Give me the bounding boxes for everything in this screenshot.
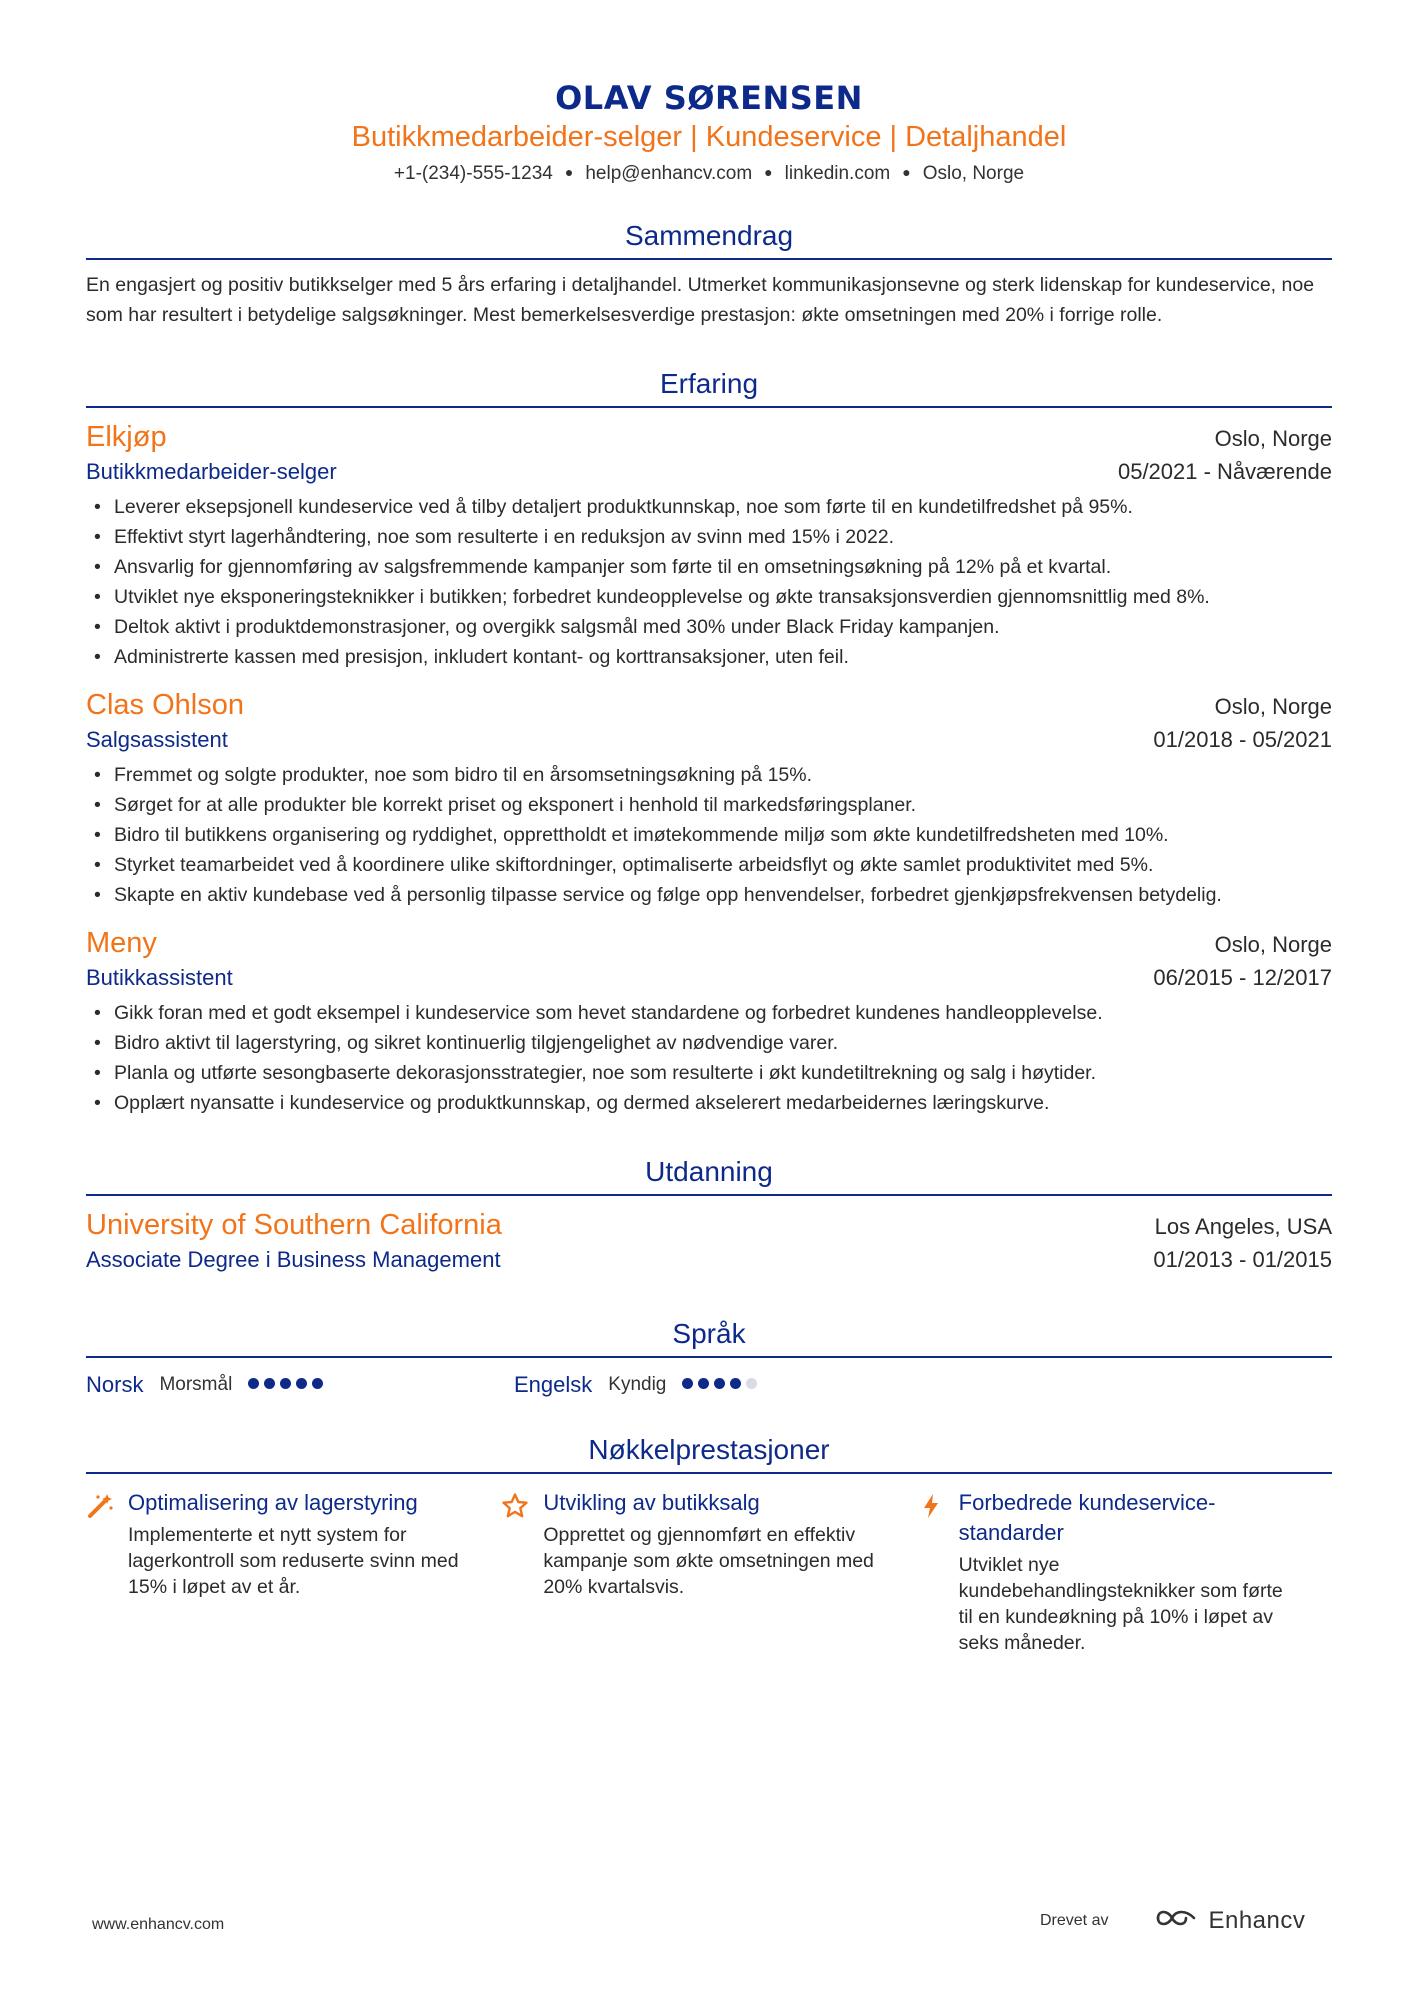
job-bullets bbox=[86, 760, 1332, 910]
education-dates: 01/2013 - 01/2015 bbox=[1153, 1247, 1332, 1272]
email-link[interactable]: help@enhancv.com bbox=[585, 163, 753, 184]
footer-website-link[interactable]: www.enhancv.com bbox=[92, 1916, 225, 1933]
bullet-item: • Styrket teamarbeidet ved å koordinere ulike skiftordninger, optimaliserte arbeidsflyt og økte samlet produktivitet med 5%. bbox=[86, 850, 1332, 880]
achievement-title: Utvikling av butikksalg bbox=[543, 1490, 760, 1515]
brand-name: Enhancv bbox=[1208, 1906, 1306, 1934]
achievement-text: Implementerte et nytt system for lagerkontroll som reduserte svinn med 15% i løpet av et år. bbox=[128, 1524, 459, 1598]
rating-dot-filled bbox=[312, 1378, 323, 1389]
summary-section bbox=[86, 218, 1332, 330]
summary-text: En engasjert og positiv butikkselger med 5 års erfaring i detaljhandel. Utmerket kommunikasjonsevne og sterk lidenskap for kundeservice, noe som har resultert i betydelige salgsøkninger. Mest bemerkelsesverdige prestasjon: økte omsetningen med 20% i forrige rolle. bbox=[86, 274, 1315, 326]
footer-brand bbox=[1040, 1906, 1305, 1935]
candidate-name: OLAV SØRENSEN bbox=[555, 79, 863, 117]
bullet-item: • Sørget for at alle produkter ble korrekt priset og eksponert i henhold til markedsføringsplaner. bbox=[86, 790, 1332, 820]
section-title-education: Utdanning bbox=[86, 1154, 1332, 1196]
bullet-item: • Administrerte kassen med presisjon, inkludert kontant- og korttransaksjoner, uten feil. bbox=[86, 642, 1332, 672]
job-bullets bbox=[86, 492, 1332, 672]
headline: Butikkmedarbeider-selger | Kundeservice | Detaljhandel bbox=[351, 121, 1067, 153]
bullet-item: • Opplært nyansatte i kundeservice og produktkunnskap, og dermed akselerert medarbeidernes læringskurve. bbox=[86, 1088, 1332, 1118]
magic-wand-icon bbox=[86, 1488, 128, 1656]
phone: +1-(234)-555-1234 bbox=[393, 163, 553, 184]
linkedin-link[interactable]: linkedin.com bbox=[784, 163, 891, 184]
job-role: Butikkassistent bbox=[86, 965, 233, 990]
bullet-item: • Gikk foran med et godt eksempel i kundeservice som hevet standardene og forbedret kundenes handleopplevelse. bbox=[86, 998, 1332, 1028]
separator-dot: ● bbox=[902, 164, 911, 180]
section-title-summary: Sammendrag bbox=[86, 218, 1332, 260]
contact-line bbox=[86, 158, 1332, 188]
star-icon bbox=[501, 1488, 543, 1656]
achievement-text: Utviklet nye kundebehandlingsteknikker som førte til en kundeøkning på 10% i løpet av seks måneder. bbox=[958, 1554, 1283, 1654]
bullet-item: • Fremmet og solgte produkter, noe som bidro til en årsomsetningsøkning på 15%. bbox=[86, 760, 1332, 790]
enhancv-logo-icon bbox=[1154, 1906, 1200, 1935]
job-role: Butikkmedarbeider-selger bbox=[86, 459, 337, 484]
school-location: Los Angeles, USA bbox=[1154, 1214, 1332, 1239]
resume-page bbox=[86, 78, 1332, 1656]
lightning-icon bbox=[917, 1488, 959, 1656]
achievement-title: Forbedrede kundeservice-standarder bbox=[958, 1490, 1216, 1545]
language-level: Kyndig bbox=[608, 1374, 667, 1395]
education-section bbox=[86, 1154, 1332, 1276]
language-rating bbox=[248, 1376, 328, 1394]
achievement-item bbox=[917, 1488, 1332, 1656]
rating-dot-filled bbox=[714, 1378, 725, 1389]
rating-dot-filled bbox=[296, 1378, 307, 1389]
job-entry bbox=[86, 686, 1332, 910]
bullet-item: • Bidro til butikkens organisering og ryddighet, opprettholdt et imøtekommende miljø som økte kundetilfredsheten med 10%. bbox=[86, 820, 1332, 850]
language-level: Morsmål bbox=[159, 1374, 233, 1395]
job-location: Oslo, Norge bbox=[1214, 426, 1332, 451]
section-title-languages: Språk bbox=[86, 1316, 1332, 1358]
bullet-item: • Planla og utførte sesongbaserte dekorasjonsstrategier, noe som resulterte i økt kundetiltrekning og salg i høytider. bbox=[86, 1058, 1332, 1088]
company-name: Clas Ohlson bbox=[86, 689, 244, 721]
achievement-text: Opprettet og gjennomført en effektiv kampanje som økte omsetningen med 20% kvartalsvis. bbox=[543, 1524, 874, 1598]
language-name: Norsk bbox=[86, 1372, 144, 1397]
powered-by-label: Drevet av bbox=[1040, 1911, 1109, 1929]
job-location: Oslo, Norge bbox=[1214, 694, 1332, 719]
company-name: Meny bbox=[86, 927, 157, 959]
rating-dot-empty bbox=[746, 1378, 757, 1389]
experience-section bbox=[86, 366, 1332, 1118]
bullet-item: • Leverer eksepsjonell kundeservice ved å tilby detaljert produktkunnskap, noe som førte til en kundetilfredshet på 95%. bbox=[86, 492, 1332, 522]
language-rating bbox=[682, 1376, 762, 1394]
language-item bbox=[514, 1372, 942, 1398]
rating-dot-filled bbox=[682, 1378, 693, 1389]
language-item bbox=[86, 1372, 514, 1398]
rating-dot-filled bbox=[264, 1378, 275, 1389]
bullet-item: • Skapte en aktiv kundebase ved å personlig tilpasse service og følge opp henvendelser, forbedret gjenkjøpsfrekvensen betydelig. bbox=[86, 880, 1332, 910]
rating-dot-filled bbox=[698, 1378, 709, 1389]
degree: Associate Degree i Business Management bbox=[86, 1247, 501, 1272]
job-location: Oslo, Norge bbox=[1214, 932, 1332, 957]
rating-dot-filled bbox=[248, 1378, 259, 1389]
job-dates: 01/2018 - 05/2021 bbox=[1153, 727, 1332, 752]
bullet-item: • Ansvarlig for gjennomføring av salgsfremmende kampanjer som førte til en omsetningsøkning på 12% på et kvartal. bbox=[86, 552, 1332, 582]
company-name: Elkjøp bbox=[86, 421, 167, 453]
separator-dot: ● bbox=[564, 164, 574, 180]
section-title-achievements: Nøkkelprestasjoner bbox=[86, 1432, 1332, 1474]
bullet-item: • Bidro aktivt til lagerstyring, og sikret kontinuerlig tilgjengelighet av nødvendige varer. bbox=[86, 1028, 1332, 1058]
languages-section bbox=[86, 1316, 1332, 1398]
job-entry bbox=[86, 418, 1332, 672]
job-role: Salgsassistent bbox=[86, 727, 228, 752]
bullet-item: • Utviklet nye eksponeringsteknikker i butikken; forbedret kundeopplevelse og økte transaksjonsverdien gjennomsnittlig med 8%. bbox=[86, 582, 1332, 612]
job-entry bbox=[86, 924, 1332, 1118]
location: Oslo, Norge bbox=[922, 163, 1025, 184]
achievement-item bbox=[501, 1488, 916, 1656]
job-dates: 06/2015 - 12/2017 bbox=[1153, 965, 1332, 990]
rating-dot-filled bbox=[280, 1378, 291, 1389]
bullet-item: • Effektivt styrt lagerhåndtering, noe som resulterte i en reduksjon av svinn med 15% i 2022. bbox=[86, 522, 1332, 552]
language-name: Engelsk bbox=[514, 1372, 593, 1397]
job-dates: 05/2021 - Nåværende bbox=[1117, 459, 1332, 484]
job-bullets bbox=[86, 998, 1332, 1118]
school-name: University of Southern California bbox=[86, 1209, 502, 1241]
achievements-section bbox=[86, 1432, 1332, 1656]
separator-dot: ● bbox=[764, 164, 773, 180]
achievement-item bbox=[86, 1488, 501, 1656]
rating-dot-filled bbox=[730, 1378, 741, 1389]
section-title-experience: Erfaring bbox=[86, 366, 1332, 408]
achievement-title: Optimalisering av lagerstyring bbox=[128, 1490, 418, 1515]
bullet-item: • Deltok aktivt i produktdemonstrasjoner, og overgikk salgsmål med 30% under Black Friday kampanjen. bbox=[86, 612, 1332, 642]
